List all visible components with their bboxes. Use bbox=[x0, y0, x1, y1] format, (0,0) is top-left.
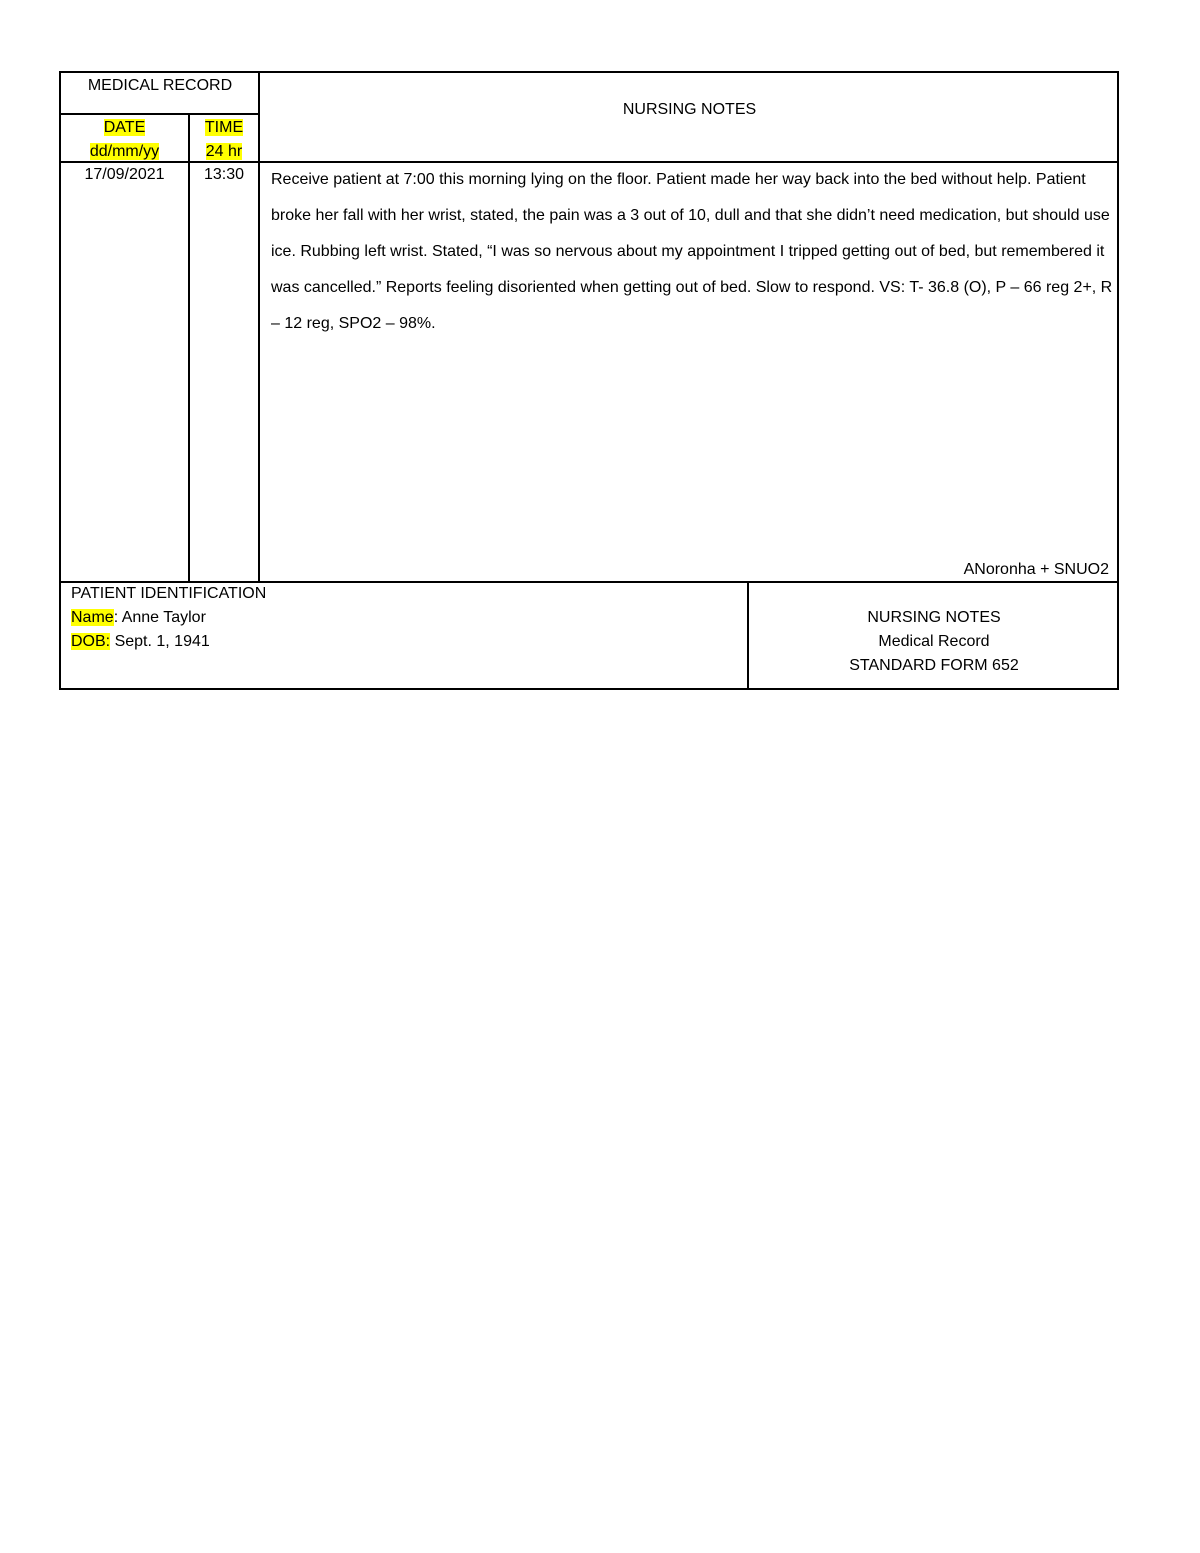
patient-name-label: Name bbox=[71, 609, 114, 626]
patient-dob-value: Sept. 1, 1941 bbox=[110, 633, 210, 650]
medical-record-divider-line bbox=[61, 113, 259, 115]
nursing-notes-heading: NURSING NOTES bbox=[622, 101, 757, 118]
time-label: TIME bbox=[204, 119, 244, 136]
patient-name-line bbox=[71, 606, 206, 630]
date-column-header bbox=[61, 116, 188, 164]
patient-identification-title: PATIENT IDENTIFICATION bbox=[71, 585, 267, 602]
form-info-subtitle: Medical Record bbox=[878, 633, 990, 650]
form-info-number: STANDARD FORM 652 bbox=[849, 657, 1019, 674]
nursing-notes-form bbox=[59, 71, 1119, 690]
entry-note: Receive patient at 7:00 this morning lying on the floor. Patient made her way back into the bed without help. Patient broke her fall with her wrist, stated, the pain was a 3 out of 10, dull and that she didn’t need medication, but should use ice. Rubbing left wrist. Stated, “I was so nervous about my appointment I tripped getting out of bed, but remembered it was cancelled.” Reports feeling disoriented when getting out of bed. Slow to respond. VS: T- 36.8 (O), P – 66 reg 2+, R – 12 reg, SPO2 – 98%. bbox=[271, 171, 1113, 332]
entry-date: 17/09/2021 bbox=[84, 166, 165, 183]
entry-time: 13:30 bbox=[203, 166, 245, 183]
medical-record-heading: MEDICAL RECORD bbox=[87, 77, 233, 94]
time-column-header bbox=[190, 116, 258, 164]
patient-name-value: : Anne Taylor bbox=[113, 609, 206, 626]
notes-column-line bbox=[258, 73, 260, 582]
date-format: dd/mm/yy bbox=[89, 143, 160, 160]
time-format: 24 hr bbox=[205, 143, 243, 160]
form-info-title: NURSING NOTES bbox=[867, 609, 1001, 626]
date-label: DATE bbox=[103, 119, 146, 136]
patient-dob-label: DOB: bbox=[71, 633, 111, 650]
patient-dob-line bbox=[71, 630, 210, 654]
entry-signature: ANoronha + SNUO2 bbox=[963, 561, 1109, 578]
